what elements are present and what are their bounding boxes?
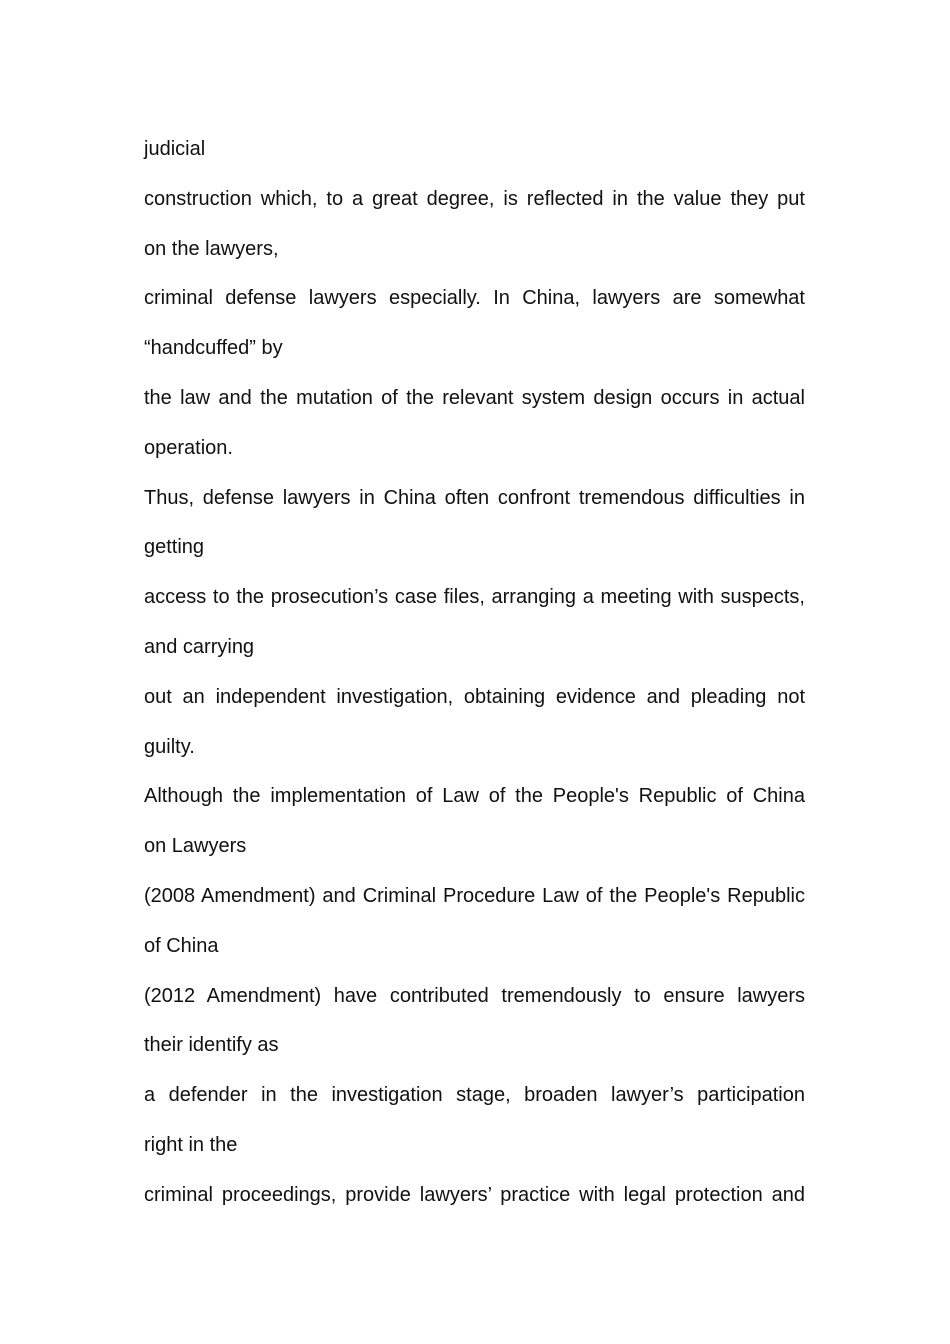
text-line: operation.: [144, 436, 233, 459]
text-line: their identify as: [144, 1034, 279, 1057]
text-line: access to the prosecution’s case files, arranging a meeting with suspects,: [144, 586, 805, 609]
text-line: Although the implementation of Law of the People's Republic of China: [144, 785, 805, 808]
text-line: right in the: [144, 1133, 238, 1156]
text-line: on Lawyers: [144, 835, 247, 858]
text-line: (2008 Amendment) and Criminal Procedure Law of the People's Republic: [144, 884, 805, 907]
text-line: of China: [144, 934, 219, 957]
text-line: out an independent investigation, obtaining evidence and pleading not: [144, 685, 805, 708]
text-line: and carrying: [144, 635, 255, 658]
text-line: construction which, to a great degree, is reflected in the value they put: [144, 187, 805, 210]
text-line: Thus, defense lawyers in China often confront tremendous difficulties in: [144, 486, 805, 509]
text-line: on the lawyers,: [144, 237, 279, 260]
text-line: (2012 Amendment) have contributed tremendously to ensure lawyers: [144, 984, 805, 1007]
text-line: criminal proceedings, provide lawyers’ practice with legal protection and: [144, 1183, 805, 1206]
text-line: criminal defense lawyers especially. In China, lawyers are somewhat: [144, 287, 805, 310]
text-line: “handcuffed” by: [144, 337, 283, 360]
text-line: judicial: [144, 138, 206, 160]
text-line: guilty.: [144, 735, 195, 758]
text-line: a defender in the investigation stage, broaden lawyer’s participation: [144, 1084, 805, 1107]
document-page: [144, 125, 805, 1221]
text-line: the law and the mutation of the relevant system design occurs in actual: [144, 386, 805, 409]
text-line: getting: [144, 536, 205, 559]
body-text: [144, 125, 805, 1221]
